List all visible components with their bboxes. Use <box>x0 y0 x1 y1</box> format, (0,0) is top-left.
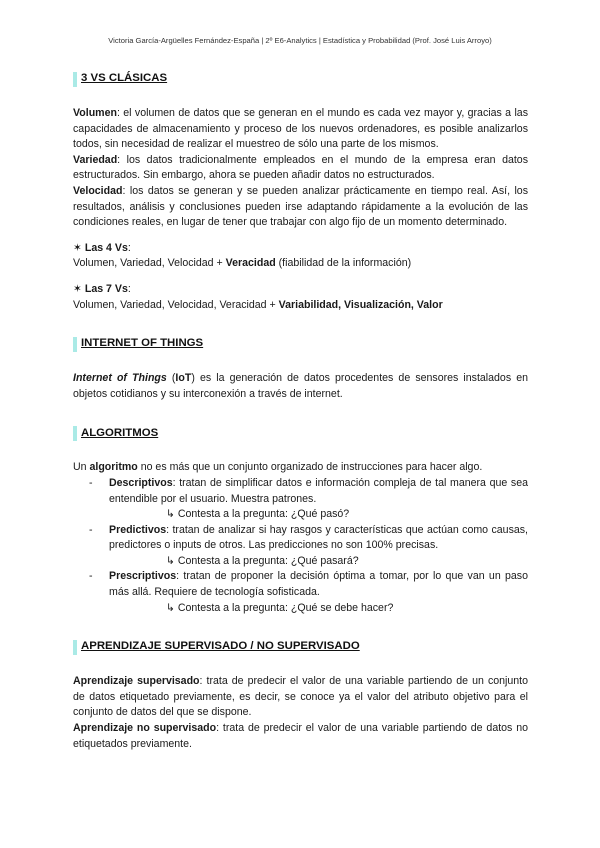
variedad-paragraph <box>73 153 528 184</box>
heading-accent-bar <box>73 426 77 441</box>
question-note: ↳ Contesta a la pregunta: ¿Qué se debe hacer? <box>166 601 394 614</box>
section-title: 3 VS CLÁSICAS <box>81 72 168 85</box>
velocidad-paragraph <box>73 184 528 231</box>
text: no es más que un conjunto organizado de instrucciones para hacer algo. <box>137 461 483 474</box>
definition: : trata de predecir el valor de una variable partiendo de datos no etiquetados previamente. <box>73 722 528 750</box>
page-header: Victoria García-Argüelles Fernández-España | 2º E6-Analytics | Estadística y Probabilidad (Prof. José Luis Arroyo) <box>108 36 492 45</box>
section-heading-iot <box>73 335 528 353</box>
term: Aprendizaje supervisado <box>73 675 200 688</box>
term: Variedad <box>73 153 118 166</box>
section-heading-3vs <box>73 70 528 88</box>
document-body <box>73 70 528 752</box>
colon: : <box>127 241 131 254</box>
subheading: Las 7 Vs <box>84 282 128 295</box>
list-item <box>89 569 528 616</box>
section-title: INTERNET OF THINGS <box>81 337 204 350</box>
text: ( <box>166 372 176 385</box>
four-vs-list <box>73 256 528 272</box>
list-item <box>89 523 528 570</box>
heading-accent-bar <box>73 337 77 352</box>
section-heading-algoritmos <box>73 424 528 442</box>
term: Predictivos <box>109 523 167 536</box>
list-bold: Veracidad <box>225 257 276 270</box>
text: Un <box>73 461 90 474</box>
section-title: APRENDIZAJE SUPERVISADO / NO SUPERVISADO <box>81 640 360 653</box>
algoritmo-intro <box>73 460 528 476</box>
term: Aprendizaje no supervisado <box>73 722 217 735</box>
no-supervisado-paragraph <box>73 721 528 752</box>
seven-vs-title <box>73 282 528 298</box>
dash-bullet: - <box>89 523 93 536</box>
definition: : tratan de analizar si hay rasgos y características que actúan como causas, predictores o inputs de otros. Las predicciones no son 100% precisas. <box>109 523 528 552</box>
definition: : trata de predecir el valor de una variable partiendo de un conjunto de datos etiquetado previamente, es decir, se conoce ya el valor del atributo objetivo para el conjunto de datos del que se dispone. <box>73 675 528 719</box>
list-item <box>89 476 528 523</box>
definition: : el volumen de datos que se generan en el mundo es cada vez mayor y, gracias a las capacidades de almacenamiento y proceso de los nuevos ordenadores, es posible analizarlos todos, sin necesidad de realizar el muestreo de sólo una parte de los mismos. <box>73 107 528 151</box>
seven-vs-list <box>73 298 528 314</box>
term: Prescriptivos <box>109 570 177 583</box>
definition: ) es la generación de datos procedentes de sensores instalados en objetos cotidianos y su interconexión a través de internet. <box>73 372 528 400</box>
question-note: ↳ Contesta a la pregunta: ¿Qué pasó? <box>166 508 350 521</box>
volumen-paragraph <box>73 106 528 153</box>
heading-accent-bar <box>73 72 77 87</box>
section-heading-aprendizaje <box>73 638 528 656</box>
dash-bullet: - <box>89 570 93 583</box>
iot-paragraph <box>73 371 528 402</box>
term: Descriptivos <box>109 476 173 489</box>
colon: : <box>127 282 131 295</box>
term: Velocidad <box>73 184 123 197</box>
supervisado-paragraph <box>73 674 528 721</box>
list-text: (fiabilidad de la información) <box>275 257 412 270</box>
question-note: ↳ Contesta a la pregunta: ¿Qué pasará? <box>166 554 359 567</box>
definition: : tratan de proponer la decisión óptima a tomar, por lo que van un paso más allá. Requiere de tecnología sofisticada. <box>109 570 528 599</box>
abbreviation: IoT <box>175 372 192 385</box>
star-icon: ✶ <box>73 241 82 254</box>
term: Volumen <box>73 107 117 119</box>
four-vs-title <box>73 241 528 257</box>
list-text: Volumen, Variedad, Velocidad, Veracidad + <box>73 298 279 311</box>
star-icon: ✶ <box>73 282 82 295</box>
algorithm-list <box>73 476 528 616</box>
term: Internet of Things <box>73 372 167 385</box>
subheading: Las 4 Vs <box>84 241 128 254</box>
heading-accent-bar <box>73 640 77 655</box>
term: algoritmo <box>89 461 138 474</box>
section-title: ALGORITMOS <box>81 426 159 439</box>
dash-bullet: - <box>89 476 93 489</box>
list-text: Volumen, Variedad, Velocidad + <box>73 257 226 270</box>
definition: : tratan de simplificar datos e información compleja de tal manera que sea entendible por el usuario. Muestra patrones. <box>109 476 528 505</box>
list-bold: Variabilidad, Visualización, Valor <box>278 298 443 311</box>
definition: : los datos tradicionalmente empleados en el mundo de la empresa eran datos estructurados. Sin embargo, ahora se pueden añadir datos no estructurados. <box>73 153 528 182</box>
definition: : los datos se generan y se pueden analizar prácticamente en tiempo real. Así, los resultados, análisis y conclusiones pueden irse adaptando rápidamente a la evolución de las condiciones reales, en lugar de tener que trabajar con algo fijo de un momento determinado. <box>73 184 528 229</box>
